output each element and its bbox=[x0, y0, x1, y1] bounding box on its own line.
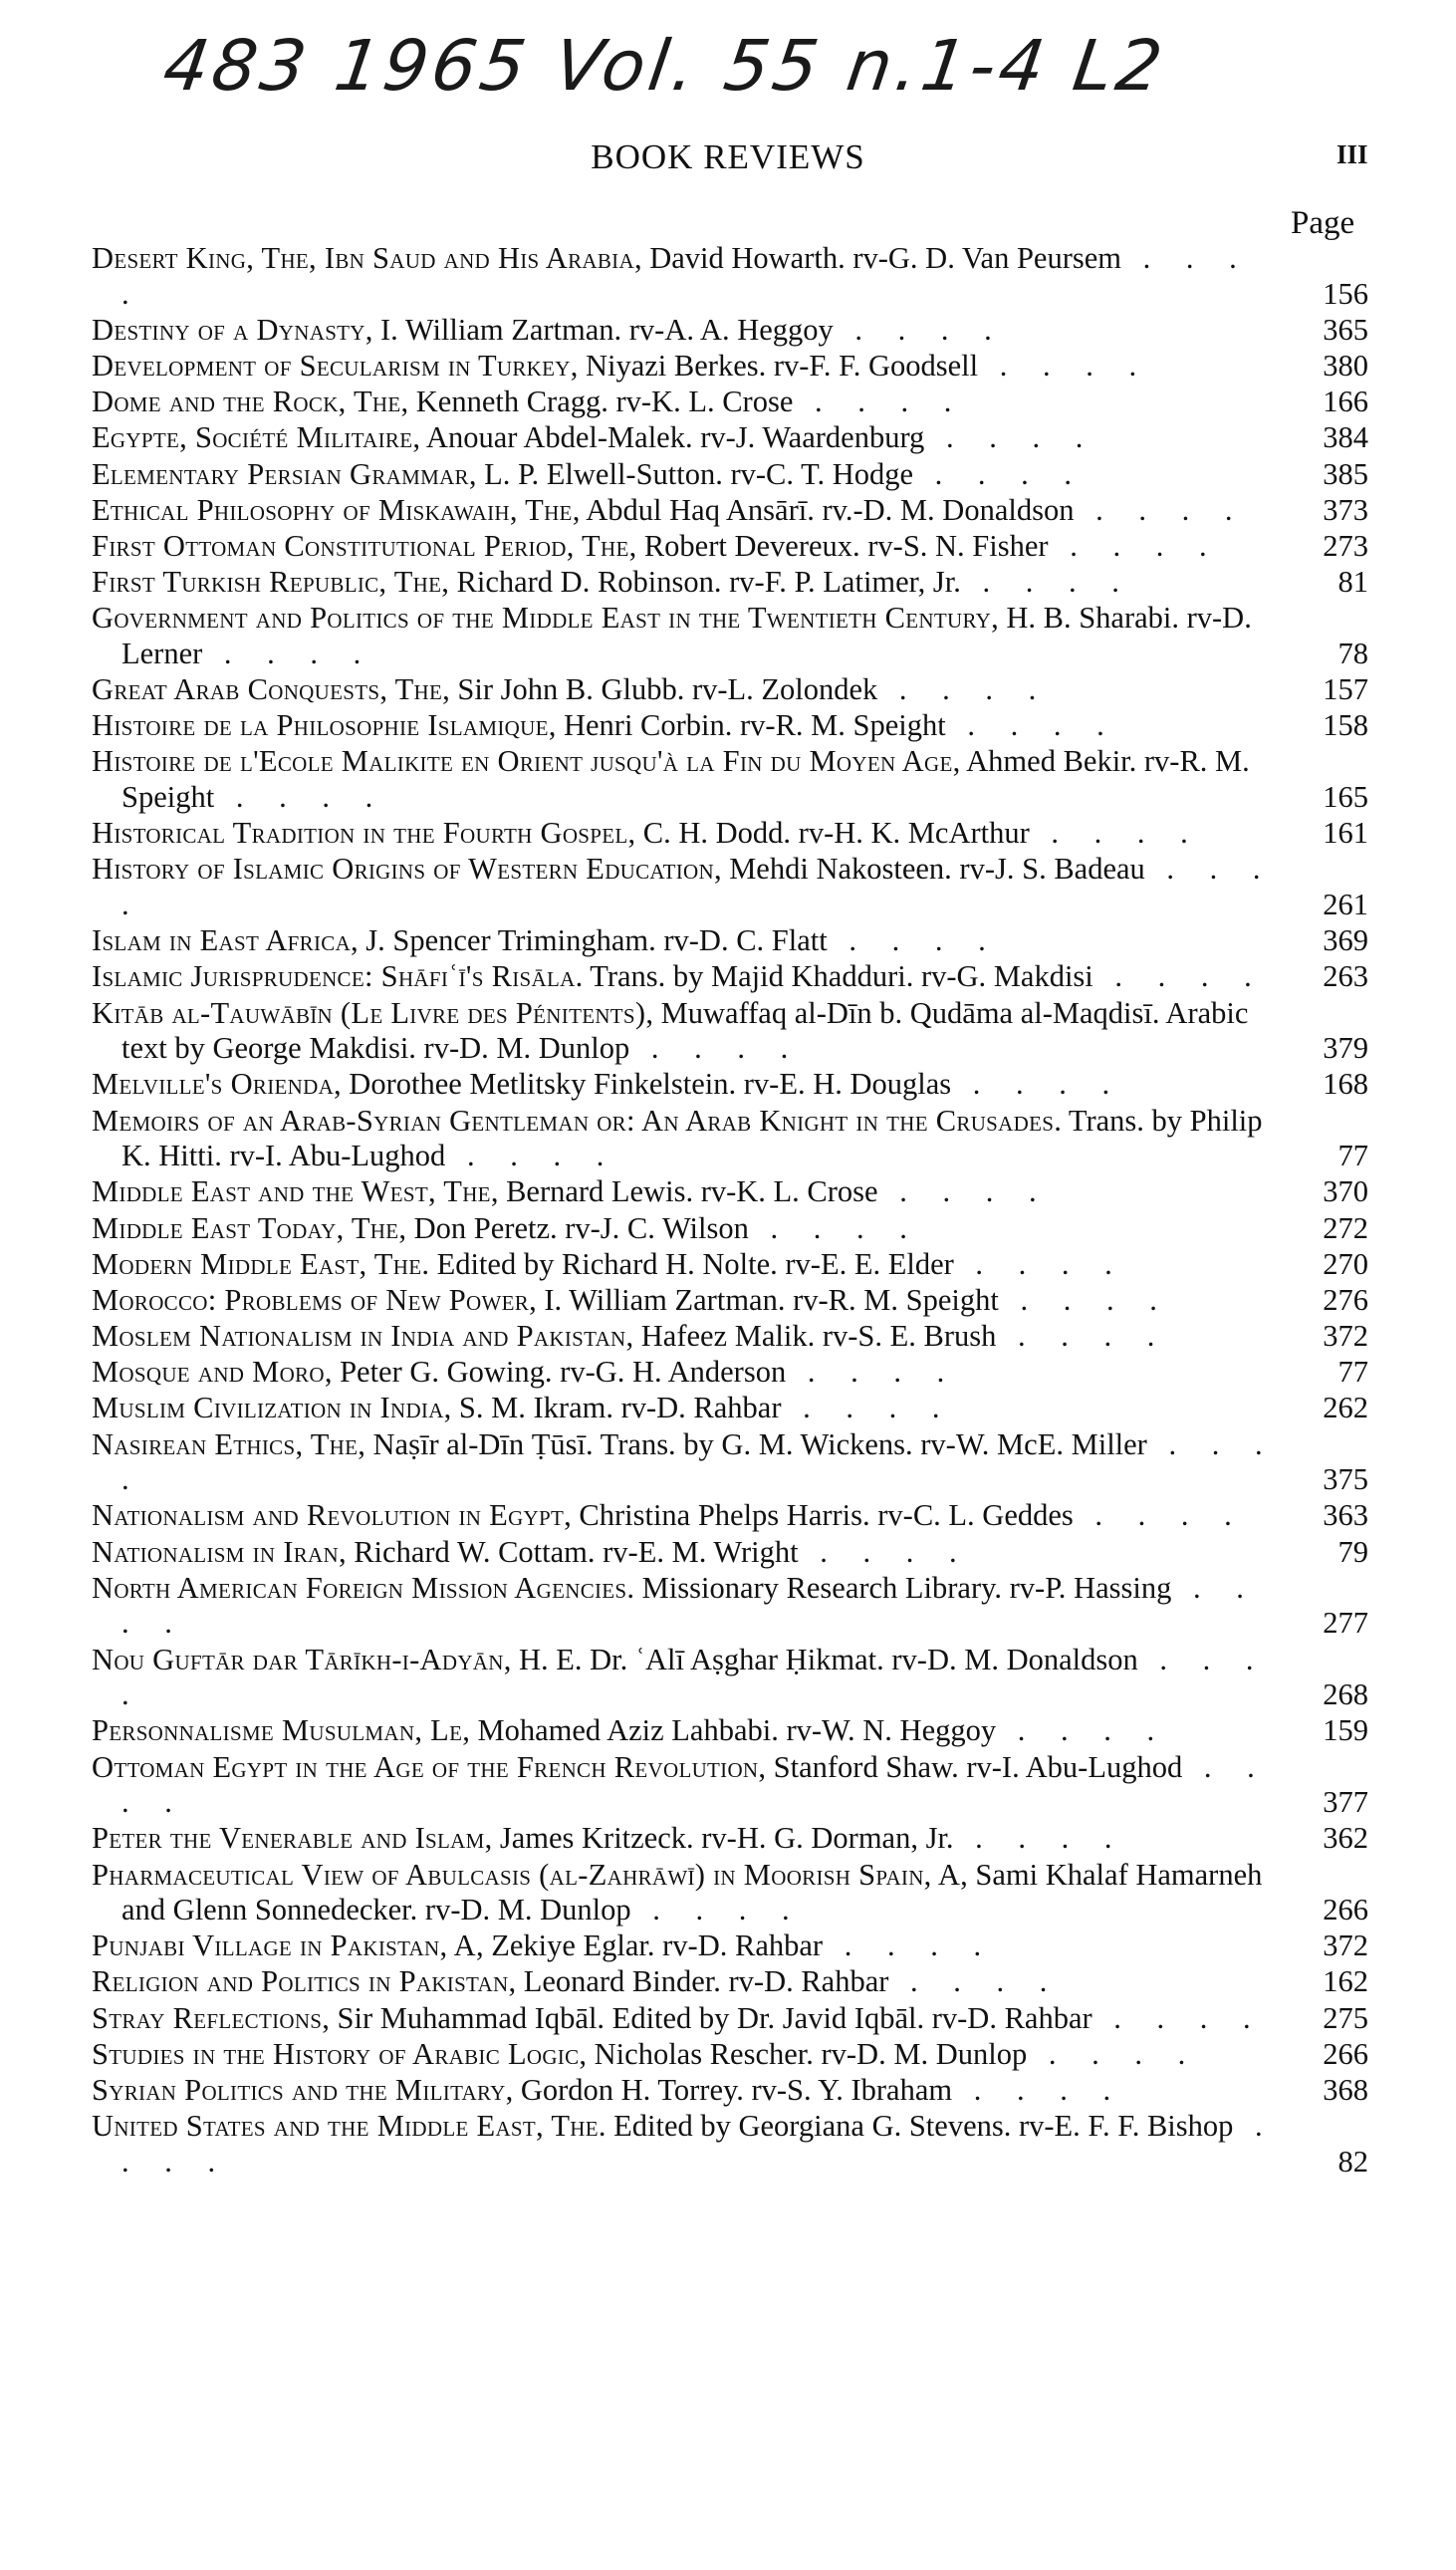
page-number: 156 bbox=[1323, 276, 1368, 311]
review-entry bbox=[92, 1391, 1368, 1426]
review-entry bbox=[92, 1174, 1368, 1210]
page-number: 266 bbox=[1323, 2036, 1368, 2071]
review-entry bbox=[92, 816, 1368, 852]
book-details: , Robert Devereux. rv-S. N. Fisher bbox=[628, 528, 1049, 563]
book-details: . Edited by Georgiana G. Stevens. rv-E. F. F. Bishop bbox=[598, 2109, 1234, 2144]
leader-dots: . . . . bbox=[833, 312, 1006, 347]
book-title: Personnalisme Musulman, Le bbox=[92, 1713, 463, 1748]
leader-dots: . . . . bbox=[202, 636, 375, 670]
leader-dots: . . . . bbox=[953, 1246, 1126, 1281]
book-title: Desert King, The, Ibn Saud and His Arabia bbox=[92, 241, 634, 275]
review-entry bbox=[92, 852, 1368, 922]
page-number: 273 bbox=[1323, 528, 1368, 563]
book-title: United States and the Middle East, The bbox=[92, 2109, 599, 2144]
book-details: , Don Peretz. rv-J. C. Wilson bbox=[398, 1210, 749, 1245]
page-number: 77 bbox=[1337, 1355, 1368, 1390]
page-number: 157 bbox=[1323, 672, 1368, 707]
book-details: , Muwaffaq al-Dīn b. Qudāma al-Maqdisī. Arabic text by George Makdisi. rv-D. M. Dunlop bbox=[121, 995, 1249, 1066]
leader-dots: . . . . bbox=[1073, 1498, 1246, 1533]
book-details: , Stanford Shaw. rv-I. Abu-Lughod bbox=[758, 1749, 1183, 1784]
review-entry bbox=[92, 1247, 1368, 1283]
leader-dots: . . . . bbox=[924, 420, 1097, 455]
leader-dots: . . . . bbox=[960, 565, 1133, 600]
book-title: Nou Guftār dar Tārīkh-i-Adyān bbox=[92, 1642, 504, 1676]
review-entry bbox=[92, 1750, 1368, 1821]
page-number: 158 bbox=[1323, 708, 1368, 743]
review-entry bbox=[92, 349, 1368, 385]
page-number: 275 bbox=[1323, 2000, 1368, 2035]
review-entry bbox=[92, 2073, 1368, 2109]
leader-dots: . . . . bbox=[798, 1534, 971, 1569]
book-title: Modern Middle East, The bbox=[92, 1246, 422, 1281]
review-entry bbox=[92, 565, 1368, 601]
book-title: Pharmaceutical View of Abulcasis (al-Zahrāwī) in Moorish Spain, A bbox=[92, 1857, 961, 1892]
review-entry bbox=[92, 1571, 1368, 1642]
book-details: , Nicholas Rescher. rv-D. M. Dunlop bbox=[579, 2036, 1028, 2071]
book-title: Ottoman Egypt in the Age of the French Revolution bbox=[92, 1749, 759, 1784]
book-title: Stray Reflections bbox=[92, 2000, 323, 2035]
book-details: , S. M. Ikram. rv-D. Rahbar bbox=[443, 1391, 782, 1425]
leader-dots: . . . . bbox=[877, 672, 1051, 707]
book-title: Middle East Today, The bbox=[92, 1210, 399, 1245]
page-number: 372 bbox=[1323, 1319, 1368, 1354]
page-number: 268 bbox=[1323, 1677, 1368, 1712]
book-details: . Missionary Research Library. rv-P. Hassing bbox=[626, 1570, 1172, 1605]
book-details: , Mehdi Nakosteen. rv-J. S. Badeau bbox=[713, 852, 1145, 887]
page-number: 263 bbox=[1323, 959, 1368, 994]
book-details: , Gordon H. Torrey. rv-S. Y. Ibraham bbox=[505, 2073, 953, 2108]
book-title: North American Foreign Mission Agencies bbox=[92, 1570, 627, 1605]
page-number: 270 bbox=[1323, 1246, 1368, 1281]
page-number: 165 bbox=[1323, 780, 1368, 815]
leader-dots: . . . . bbox=[1029, 816, 1202, 851]
book-details: , Leonard Binder. rv-D. Rahbar bbox=[508, 1964, 889, 1999]
book-title: Syrian Politics and the Military bbox=[92, 2073, 506, 2108]
book-title: Islam in East Africa bbox=[92, 923, 352, 958]
book-title: Kitāb al-Tauwābīn (Le Livre des Pénitents) bbox=[92, 995, 646, 1030]
book-title: Islamic Jurisprudence: Shāfiʿī's Risāla bbox=[92, 959, 576, 994]
leader-dots: . . . . bbox=[1027, 2036, 1200, 2071]
book-details: , Naṣīr al-Dīn Ṭūsī. Trans. by G. M. Wickens. rv-W. McE. Miller bbox=[358, 1426, 1147, 1461]
page-number: 78 bbox=[1337, 636, 1368, 670]
leader-dots: . . . . bbox=[121, 1570, 1258, 1641]
book-details: , C. H. Dodd. rv-H. K. McArthur bbox=[627, 816, 1030, 851]
book-details: , H. B. Sharabi. rv-D. Lerner bbox=[121, 601, 1252, 670]
page-number: 385 bbox=[1323, 456, 1368, 491]
leader-dots: . . . . bbox=[888, 1964, 1062, 1999]
review-entry bbox=[92, 2001, 1368, 2037]
book-details: . Edited by Richard H. Nolte. rv-E. E. Elder bbox=[421, 1246, 954, 1281]
leader-dots: . . . . bbox=[748, 1210, 921, 1245]
leader-dots: . . . . bbox=[793, 385, 966, 419]
book-details: , J. Spencer Trimingham. rv-D. C. Flatt bbox=[351, 923, 828, 958]
review-entry bbox=[92, 1964, 1368, 2000]
page-number: 166 bbox=[1323, 385, 1368, 419]
review-entry bbox=[92, 241, 1368, 312]
review-entry bbox=[92, 1355, 1368, 1391]
book-details: , David Howarth. rv-G. D. Van Peursem bbox=[633, 241, 1121, 275]
page-number: 379 bbox=[1323, 1031, 1368, 1066]
book-title: Historical Tradition in the Fourth Gospel bbox=[92, 816, 628, 851]
page-number: 370 bbox=[1323, 1174, 1368, 1209]
page-number: 162 bbox=[1323, 1964, 1368, 1999]
handwritten-annotation: 483 1965 Vol. 55 n.1-4 L2 bbox=[158, 25, 1171, 107]
book-details: . Trans. by Majid Khadduri. rv-G. Makdisi bbox=[575, 959, 1093, 994]
review-entry bbox=[92, 1283, 1368, 1319]
review-entry bbox=[92, 959, 1368, 995]
leader-dots: . . . . bbox=[996, 1713, 1169, 1748]
leader-dots: . . . . bbox=[877, 1174, 1051, 1209]
book-details: , Bernard Lewis. rv-K. L. Crose bbox=[490, 1174, 878, 1209]
leader-dots: . . . . bbox=[998, 1282, 1171, 1317]
leader-dots: . . . . bbox=[121, 1426, 1277, 1497]
review-entry bbox=[92, 529, 1368, 565]
book-details: , Sami Khalaf Hamarneh and Glenn Sonnedecker. rv-D. M. Dunlop bbox=[121, 1857, 1263, 1928]
leader-dots: . . . . bbox=[913, 456, 1087, 491]
review-list bbox=[92, 241, 1368, 2181]
review-entry bbox=[92, 493, 1368, 529]
review-entry bbox=[92, 708, 1368, 744]
page-number: 362 bbox=[1323, 1821, 1368, 1856]
book-details: , Sir John B. Glubb. rv-L. Zolondek bbox=[442, 672, 878, 707]
book-title: Memoirs of an Arab-Syrian Gentleman or: An Arab Knight in the Crusades bbox=[92, 1103, 1055, 1138]
leader-dots: . . . . bbox=[781, 1391, 954, 1425]
page-number-roman: III bbox=[1336, 139, 1368, 169]
book-details: , Anouar Abdel-Malek. rv-J. Waardenburg bbox=[412, 420, 925, 455]
leader-dots: . . . . bbox=[214, 780, 387, 815]
book-details: , L. P. Elwell-Sutton. rv-C. T. Hodge bbox=[468, 456, 914, 491]
page-number: 373 bbox=[1323, 492, 1368, 527]
page-number: 369 bbox=[1323, 923, 1368, 958]
book-details: , Henri Corbin. rv-R. M. Speight bbox=[548, 708, 946, 743]
leader-dots: . . . . bbox=[786, 1355, 959, 1390]
book-details: , Dorothee Metlitsky Finkelstein. rv-E. H. Douglas bbox=[334, 1067, 952, 1102]
book-title: Egypte, Société Militaire bbox=[92, 420, 413, 455]
review-entry bbox=[92, 1643, 1368, 1713]
book-details: , I. William Zartman. rv-R. M. Speight bbox=[529, 1282, 999, 1317]
leader-dots: . . . . bbox=[945, 708, 1118, 743]
page-number: 372 bbox=[1323, 1928, 1368, 1963]
page-number: 168 bbox=[1323, 1067, 1368, 1102]
review-entry bbox=[92, 2109, 1368, 2180]
page-number: 363 bbox=[1323, 1498, 1368, 1533]
review-entry bbox=[92, 996, 1368, 1067]
page-number: 277 bbox=[1323, 1606, 1368, 1641]
book-title: Elementary Persian Grammar bbox=[92, 456, 469, 491]
leader-dots: . . . . bbox=[996, 1319, 1169, 1354]
review-entry bbox=[92, 1067, 1368, 1103]
page-number: 365 bbox=[1323, 312, 1368, 347]
page-number: 261 bbox=[1323, 888, 1368, 921]
book-title: Melville's Orienda bbox=[92, 1067, 335, 1102]
book-title: Morocco: Problems of New Power bbox=[92, 1282, 530, 1317]
page-column-header: Page bbox=[1291, 205, 1355, 241]
book-title: Studies in the History of Arabic Logic bbox=[92, 2036, 580, 2071]
leader-dots: . . . . bbox=[1074, 492, 1247, 527]
page-number: 375 bbox=[1323, 1462, 1368, 1497]
review-entry bbox=[92, 1821, 1368, 1857]
book-details: , Zekiye Eglar. rv-D. Rahbar bbox=[475, 1928, 824, 1963]
page-number: 377 bbox=[1323, 1785, 1368, 1820]
book-title: Punjabi Village in Pakistan, A bbox=[92, 1928, 476, 1963]
book-details: , Abdul Haq Ansārī. rv.-D. M. Donaldson bbox=[572, 492, 1075, 527]
page-number: 262 bbox=[1323, 1391, 1368, 1425]
leader-dots: . . . . bbox=[121, 1642, 1268, 1712]
review-entry bbox=[92, 1713, 1368, 1749]
book-details: , Niyazi Berkes. rv-F. F. Goodsell bbox=[570, 348, 979, 383]
review-entry bbox=[92, 1858, 1368, 1928]
book-details: , Mohamed Aziz Lahbabi. rv-W. N. Heggoy bbox=[462, 1713, 997, 1748]
book-details: , Ahmed Bekir. rv-R. M. Speight bbox=[121, 744, 1250, 815]
book-details: , James Kritzeck. rv-H. G. Dorman, Jr. bbox=[484, 1821, 954, 1856]
review-entry bbox=[92, 1498, 1368, 1534]
leader-dots: . . . . bbox=[445, 1139, 618, 1173]
leader-dots: . . . . bbox=[952, 2073, 1125, 2108]
book-title: Ethical Philosophy of Miskawaih, The bbox=[92, 492, 573, 527]
review-entry bbox=[92, 2037, 1368, 2073]
review-entry bbox=[92, 457, 1368, 493]
review-entry bbox=[92, 313, 1368, 349]
page-number: 266 bbox=[1323, 1893, 1368, 1928]
leader-dots: . . . . bbox=[1092, 2000, 1265, 2035]
book-details: , Peter G. Gowing. rv-G. H. Anderson bbox=[324, 1355, 787, 1390]
review-entry bbox=[92, 601, 1368, 671]
review-entry bbox=[92, 385, 1368, 420]
review-entry bbox=[92, 420, 1368, 456]
leader-dots: . . . . bbox=[953, 1821, 1126, 1856]
leader-dots: . . . . bbox=[1048, 528, 1221, 563]
page-number: 82 bbox=[1337, 2144, 1368, 2179]
book-details: , Christina Phelps Harris. rv-C. L. Geddes bbox=[564, 1498, 1074, 1533]
page-number: 276 bbox=[1323, 1282, 1368, 1317]
page-number: 368 bbox=[1323, 2073, 1368, 2108]
book-details: , Richard W. Cottam. rv-E. M. Wright bbox=[338, 1534, 799, 1569]
leader-dots: . . . . bbox=[121, 241, 1251, 311]
book-details: , Richard D. Robinson. rv-F. P. Latimer, Jr. bbox=[441, 565, 961, 600]
leader-dots: . . . . bbox=[121, 1749, 1269, 1820]
leader-dots: . . . . bbox=[951, 1067, 1124, 1102]
page-number: 272 bbox=[1323, 1210, 1368, 1245]
book-title: First Turkish Republic, The bbox=[92, 565, 442, 600]
book-details: . Trans. by Philip K. Hitti. rv-I. Abu-Lughod bbox=[121, 1103, 1263, 1173]
leader-dots: . . . . bbox=[121, 2109, 1277, 2179]
review-entry bbox=[92, 1104, 1368, 1174]
review-entry bbox=[92, 744, 1368, 815]
book-details: , I. William Zartman. rv-A. A. Heggoy bbox=[364, 312, 834, 347]
page-number: 161 bbox=[1323, 816, 1368, 851]
book-details: , Hafeez Malik. rv-S. E. Brush bbox=[625, 1319, 997, 1354]
page-number: 380 bbox=[1323, 348, 1368, 383]
book-title: Religion and Politics in Pakistan bbox=[92, 1964, 509, 1999]
book-details: , Kenneth Cragg. rv-K. L. Crose bbox=[400, 385, 794, 419]
book-title: Histoire de la Philosophie Islamique bbox=[92, 708, 549, 743]
review-entry bbox=[92, 1427, 1368, 1498]
page-number: 77 bbox=[1337, 1139, 1368, 1173]
review-entry bbox=[92, 1319, 1368, 1355]
book-title: Muslim Civilization in India bbox=[92, 1391, 444, 1425]
page-number: 159 bbox=[1323, 1713, 1368, 1748]
page-number: 81 bbox=[1337, 565, 1368, 600]
book-details: , H. E. Dr. ʿAlī Aṣghar Ḥikmat. rv-D. M. Donaldson bbox=[503, 1642, 1138, 1676]
book-title: Nasirean Ethics, The bbox=[92, 1426, 359, 1461]
leader-dots: . . . . bbox=[121, 852, 1275, 921]
book-title: Great Arab Conquests, The bbox=[92, 672, 443, 707]
book-title: Nationalism and Revolution in Egypt bbox=[92, 1498, 565, 1533]
book-title: Peter the Venerable and Islam bbox=[92, 1821, 485, 1856]
book-title: Histoire de l'Ecole Malikite en Orient jusqu'à la Fin du Moyen Age bbox=[92, 744, 953, 779]
book-title: Moslem Nationalism in India and Pakistan bbox=[92, 1319, 626, 1354]
leader-dots: . . . . bbox=[1092, 959, 1266, 994]
leader-dots: . . . . bbox=[629, 1031, 803, 1066]
page-number: 384 bbox=[1323, 420, 1368, 455]
leader-dots: . . . . bbox=[978, 348, 1151, 383]
book-title: History of Islamic Origins of Western Education bbox=[92, 852, 714, 887]
book-title: Destiny of a Dynasty bbox=[92, 312, 365, 347]
book-details: , Sir Muhammad Iqbāl. Edited by Dr. Javid Iqbāl. rv-D. Rahbar bbox=[322, 2000, 1092, 2035]
book-title: Middle East and the West, The bbox=[92, 1174, 491, 1209]
review-entry bbox=[92, 1928, 1368, 1964]
review-entry bbox=[92, 672, 1368, 708]
leader-dots: . . . . bbox=[630, 1893, 804, 1928]
leader-dots: . . . . bbox=[823, 1928, 996, 1963]
review-entry bbox=[92, 1211, 1368, 1247]
book-title: Development of Secularism in Turkey bbox=[92, 348, 571, 383]
book-title: First Ottoman Constitutional Period, The bbox=[92, 528, 629, 563]
book-title: Nationalism in Iran bbox=[92, 1534, 339, 1569]
book-title: Government and Politics of the Middle East in the Twentieth Century bbox=[92, 601, 992, 636]
review-entry bbox=[92, 923, 1368, 959]
leader-dots: . . . . bbox=[827, 923, 1000, 958]
book-title: Mosque and Moro bbox=[92, 1355, 325, 1390]
book-title: Dome and the Rock, The bbox=[92, 385, 401, 419]
page-title: BOOK REVIEWS bbox=[591, 137, 865, 176]
page-number: 79 bbox=[1337, 1534, 1368, 1569]
review-entry bbox=[92, 1535, 1368, 1571]
